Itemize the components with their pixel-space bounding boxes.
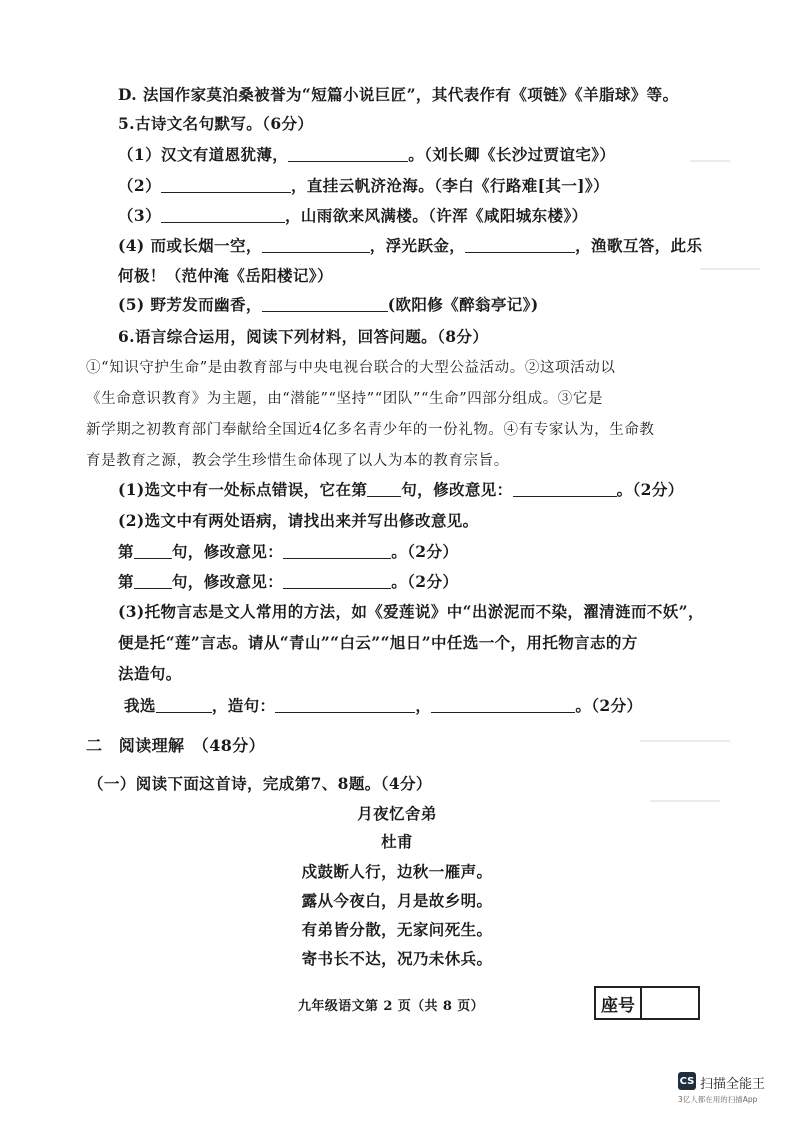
question-6-title: 6.语言综合运用，阅读下列材料，回答问题。（8分） [118, 327, 489, 346]
q6-2-row-2-mid: 句，修改意见： [171, 572, 284, 591]
q5-2-num: （2） [118, 176, 161, 195]
seat-number-field[interactable] [642, 988, 698, 1018]
q6-3-blank-choice[interactable] [156, 698, 212, 713]
q6-3-line-3: 法造句。 [118, 664, 182, 683]
q6-3-choose-label: 我选 [124, 696, 156, 715]
q6-1 [118, 478, 684, 500]
q5-4-blank-2[interactable] [465, 238, 575, 253]
q6-2-row-2-blank-num[interactable] [134, 574, 172, 589]
question-5-title: 5.古诗文名句默写。（6分） [118, 114, 314, 133]
q6-1-blank-sentence[interactable] [367, 482, 401, 497]
q5-1-blank[interactable] [288, 147, 408, 162]
q6-2: (2)选文中有两处语病，请找出来并写出修改意见。 [118, 511, 479, 530]
q6-1-text-b: 句，修改意见： [401, 480, 513, 499]
seat-number-label: 座号 [596, 988, 642, 1018]
q5-item-3 [118, 204, 588, 226]
passage-line-1: ①“知识守护生命”是由教育部与中央电视台联合的大型公益活动。②这项活动以 [86, 360, 616, 376]
poem-title: 月夜忆舍弟 [357, 804, 437, 823]
q5-3-text: ，山雨欲来风满楼。（许浑《咸阳城东楼》） [285, 206, 588, 225]
q5-item-4 [118, 234, 702, 256]
passage-line-3: 新学期之初教育部门奉献给全国近4亿多名青少年的一份礼物。④有专家认为，生命教 [86, 422, 655, 438]
q6-3-blank-sentence-2[interactable] [431, 698, 575, 713]
q5-2-text: ，直挂云帆济沧海。（李白《行路难[其一]》） [291, 176, 609, 195]
q6-1-blank-fix[interactable] [513, 482, 617, 497]
q6-3-answer [124, 694, 642, 716]
option-d: D. 法国作家莫泊桑被誉为“短篇小说巨匠”，其代表作有《项链》《羊脂球》等。 [118, 85, 679, 104]
watermark-app-name: 扫描全能王 [700, 1077, 766, 1092]
q6-3-line-2: 便是托“莲”言志。请从“青山”“白云”“旭日”中任选一个，用托物言志的方 [118, 633, 638, 652]
q5-4-blank-1[interactable] [262, 238, 370, 253]
q6-2-row-1-blank-num[interactable] [134, 544, 172, 559]
scan-bleed-mark [700, 268, 760, 270]
scan-bleed-mark [650, 800, 720, 802]
q6-3-comma: ， [415, 696, 432, 715]
watermark-tagline: 3亿人都在用的扫描App [678, 1095, 758, 1104]
q5-5-blank[interactable] [262, 297, 388, 312]
q5-item-2 [118, 174, 609, 196]
q5-5-source: (欧阳修《醉翁亭记》) [387, 295, 539, 314]
q5-4-text-a: (4) 而或长烟一空， [118, 236, 262, 255]
q6-1-text-c: 。（2分） [616, 480, 684, 499]
poem-line-3: 有弟皆分散，无家问死生。 [301, 920, 493, 939]
seat-number-box [594, 986, 700, 1020]
passage-line-2: 《生命意识教育》为主题，由“潜能”“坚持”“团队”“生命”四部分组成。③它是 [86, 391, 604, 407]
q6-2-row-1-prefix: 第 [118, 542, 134, 561]
q6-3-blank-sentence-1[interactable] [275, 698, 415, 713]
subsection-1-heading: （一）阅读下面这首诗，完成第7、8题。（4分） [88, 774, 432, 793]
q5-item-4-cont: 何极！（范仲淹《岳阳楼记》） [118, 266, 333, 285]
section-2-heading: 二 阅读理解 （48分） [86, 736, 266, 755]
q6-3-sentence-label: ，造句： [211, 696, 276, 715]
q5-3-blank[interactable] [161, 208, 285, 223]
q5-item-5 [118, 293, 539, 315]
q5-item-1 [118, 143, 615, 165]
q5-5-text: (5) 野芳发而幽香， [118, 295, 262, 314]
q5-1-source: 。（刘长卿《长沙过贾谊宅》） [408, 145, 616, 164]
q6-2-row-1-blank-fix[interactable] [283, 544, 391, 559]
q6-2-row-1 [118, 540, 458, 562]
q6-2-row-2-score: 。（2分） [391, 572, 459, 591]
q5-4-text-c: ，渔歌互答，此乐 [575, 236, 703, 255]
q6-1-text-a: (1)选文中有一处标点错误，它在第 [118, 480, 368, 499]
q5-4-text-b: ，浮光跃金， [369, 236, 466, 255]
q6-2-row-1-mid: 句，修改意见： [171, 542, 284, 561]
q6-3-line-1: (3)托物言志是文人常用的方法，如《爱莲说》中“出淤泥而不染，濯清涟而不妖”， [118, 602, 704, 621]
q5-2-blank[interactable] [161, 178, 291, 193]
q5-1-text: （1）汉文有道恩犹薄， [118, 145, 289, 164]
q6-2-row-2-blank-fix[interactable] [283, 574, 391, 589]
q6-2-row-2-prefix: 第 [118, 572, 134, 591]
passage-line-4: 育是教育之源，教会学生珍惜生命体现了以人为本的教育宗旨。 [86, 453, 509, 469]
q6-2-row-1-score: 。（2分） [391, 542, 459, 561]
q5-3-num: （3） [118, 206, 161, 225]
poem-author: 杜甫 [381, 832, 413, 851]
camscanner-logo-icon: CS [678, 1072, 696, 1090]
scan-bleed-mark [640, 740, 730, 742]
q6-3-score: 。（2分） [575, 696, 643, 715]
scan-bleed-mark [690, 160, 730, 162]
q6-2-row-2 [118, 570, 458, 592]
poem-line-1: 戍鼓断人行，边秋一雁声。 [301, 862, 493, 881]
poem-line-2: 露从今夜白，月是故乡明。 [301, 891, 493, 910]
poem-line-4: 寄书长不达，况乃未休兵。 [301, 949, 493, 968]
page-footer: 九年级语文第 2 页（共 8 页） [298, 999, 484, 1014]
